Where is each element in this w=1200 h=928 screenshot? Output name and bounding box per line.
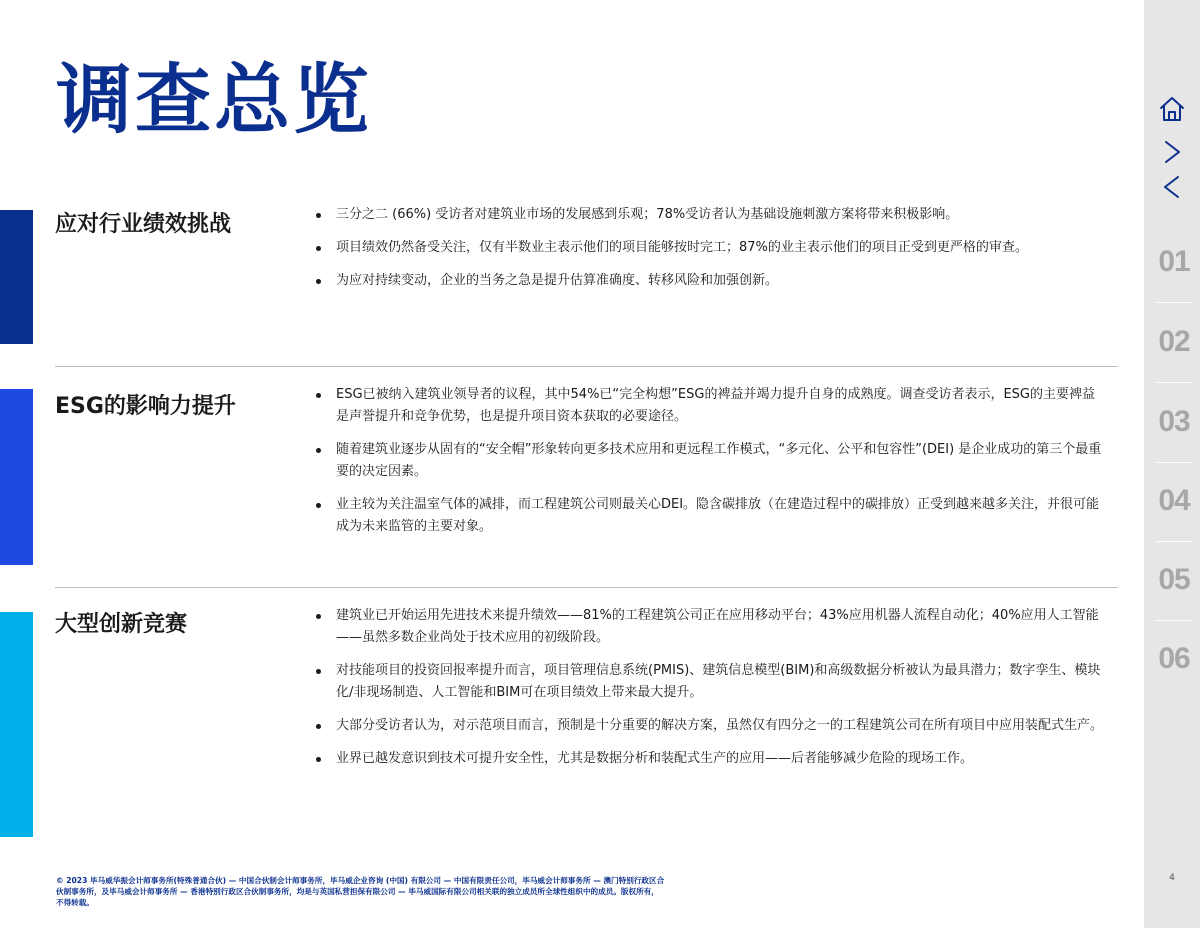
chapter-sidebar — [1144, 0, 1200, 928]
section-divider — [55, 366, 1118, 367]
chapter-divider — [1156, 382, 1192, 383]
chapter-link-03[interactable]: 03 — [1158, 405, 1190, 438]
chapter-link-06[interactable]: 06 — [1158, 642, 1190, 675]
copyright-footer: © 2023 毕马威华振会计师事务所(特殊普通合伙) — 中国合伙制会计师事务所，毕马威企业咨询 (中国) 有限公司 — 中国有限责任公司，毕马威会计师事务所 — 澳门特别行政区合伙制事务所，及毕马威会计师事务所 — 香港特别行政区合伙制事务所，均是与英国私营担保有限公司 — 毕马威国际有限公司相关联的独立成员所全球性组织中的成员。版权所有，不得转载。 — [56, 876, 665, 907]
section-divider — [55, 587, 1118, 588]
section-accent-bar — [0, 210, 33, 344]
previous-icon[interactable] — [1154, 170, 1190, 204]
bullet-item: 业界已越发意识到技术可提升安全性，尤其是数据分析和装配式生产的应用——后者能够减少危险的现场工作。 — [314, 748, 1104, 770]
section-heading: 大型创新竞赛 — [55, 612, 188, 637]
section-bullet-list — [314, 605, 1104, 781]
home-icon[interactable] — [1154, 92, 1190, 126]
section-heading: 应对行业绩效挑战 — [55, 212, 232, 237]
section-accent-bar — [0, 612, 33, 837]
bullet-item: 对技能项目的投资回报率提升而言，项目管理信息系统(PMIS)、建筑信息模型(BIM)和高级数据分析被认为最具潜力；数字孪生、模块化/非现场制造、人工智能和BIM可在项目绩效上带来最大提升。 — [314, 660, 1104, 704]
bullet-item: 项目绩效仍然备受关注，仅有半数业主表示他们的项目能够按时完工；87%的业主表示他们的项目正受到更严格的审查。 — [314, 237, 1104, 259]
chapter-link-02[interactable]: 02 — [1158, 325, 1190, 358]
bullet-item: 大部分受访者认为，对示范项目而言，预制是十分重要的解决方案，虽然仅有四分之一的工程建筑公司在所有项目中应用装配式生产。 — [314, 715, 1104, 737]
chapter-divider — [1156, 541, 1192, 542]
chapter-divider — [1156, 620, 1192, 621]
page-number: 4 — [1169, 873, 1175, 883]
next-icon[interactable] — [1154, 135, 1190, 169]
bullet-item: 随着建筑业逐步从固有的“安全帽”形象转向更多技术应用和更远程工作模式，“多元化、公平和包容性”(DEI) 是企业成功的第三个最重要的决定因素。 — [314, 439, 1104, 483]
page-title: 调查总览 — [56, 55, 372, 144]
chapter-link-04[interactable]: 04 — [1158, 484, 1190, 517]
section-accent-bar — [0, 389, 33, 565]
chapter-link-01[interactable]: 01 — [1158, 245, 1190, 278]
bullet-item: 三分之二 (66%) 受访者对建筑业市场的发展感到乐观；78%受访者认为基础设施刺激方案将带来积极影响。 — [314, 204, 1104, 226]
section-heading: ESG的影响力提升 — [55, 394, 236, 419]
bullet-item: 建筑业已开始运用先进技术来提升绩效——81%的工程建筑公司正在应用移动平台；43%应用机器人流程自动化；40%应用人工智能——虽然多数企业尚处于技术应用的初级阶段。 — [314, 605, 1104, 649]
bullet-item: 业主较为关注温室气体的减排，而工程建筑公司则最关心DEI。隐含碳排放（在建造过程中的碳排放）正受到越来越多关注，并很可能成为未来监管的主要对象。 — [314, 494, 1104, 538]
section-bullet-list — [314, 384, 1104, 549]
chapter-divider — [1156, 462, 1192, 463]
chapter-link-05[interactable]: 05 — [1158, 563, 1190, 596]
chapter-divider — [1156, 302, 1192, 303]
bullet-item: ESG已被纳入建筑业领导者的议程，其中54%已“完全构想”ESG的裨益并竭力提升自身的成熟度。调查受访者表示，ESG的主要裨益是声誉提升和竞争优势，也是提升项目资本获取的必要途径。 — [314, 384, 1104, 428]
section-bullet-list — [314, 204, 1104, 303]
bullet-item: 为应对持续变动，企业的当务之急是提升估算准确度、转移风险和加强创新。 — [314, 270, 1104, 292]
